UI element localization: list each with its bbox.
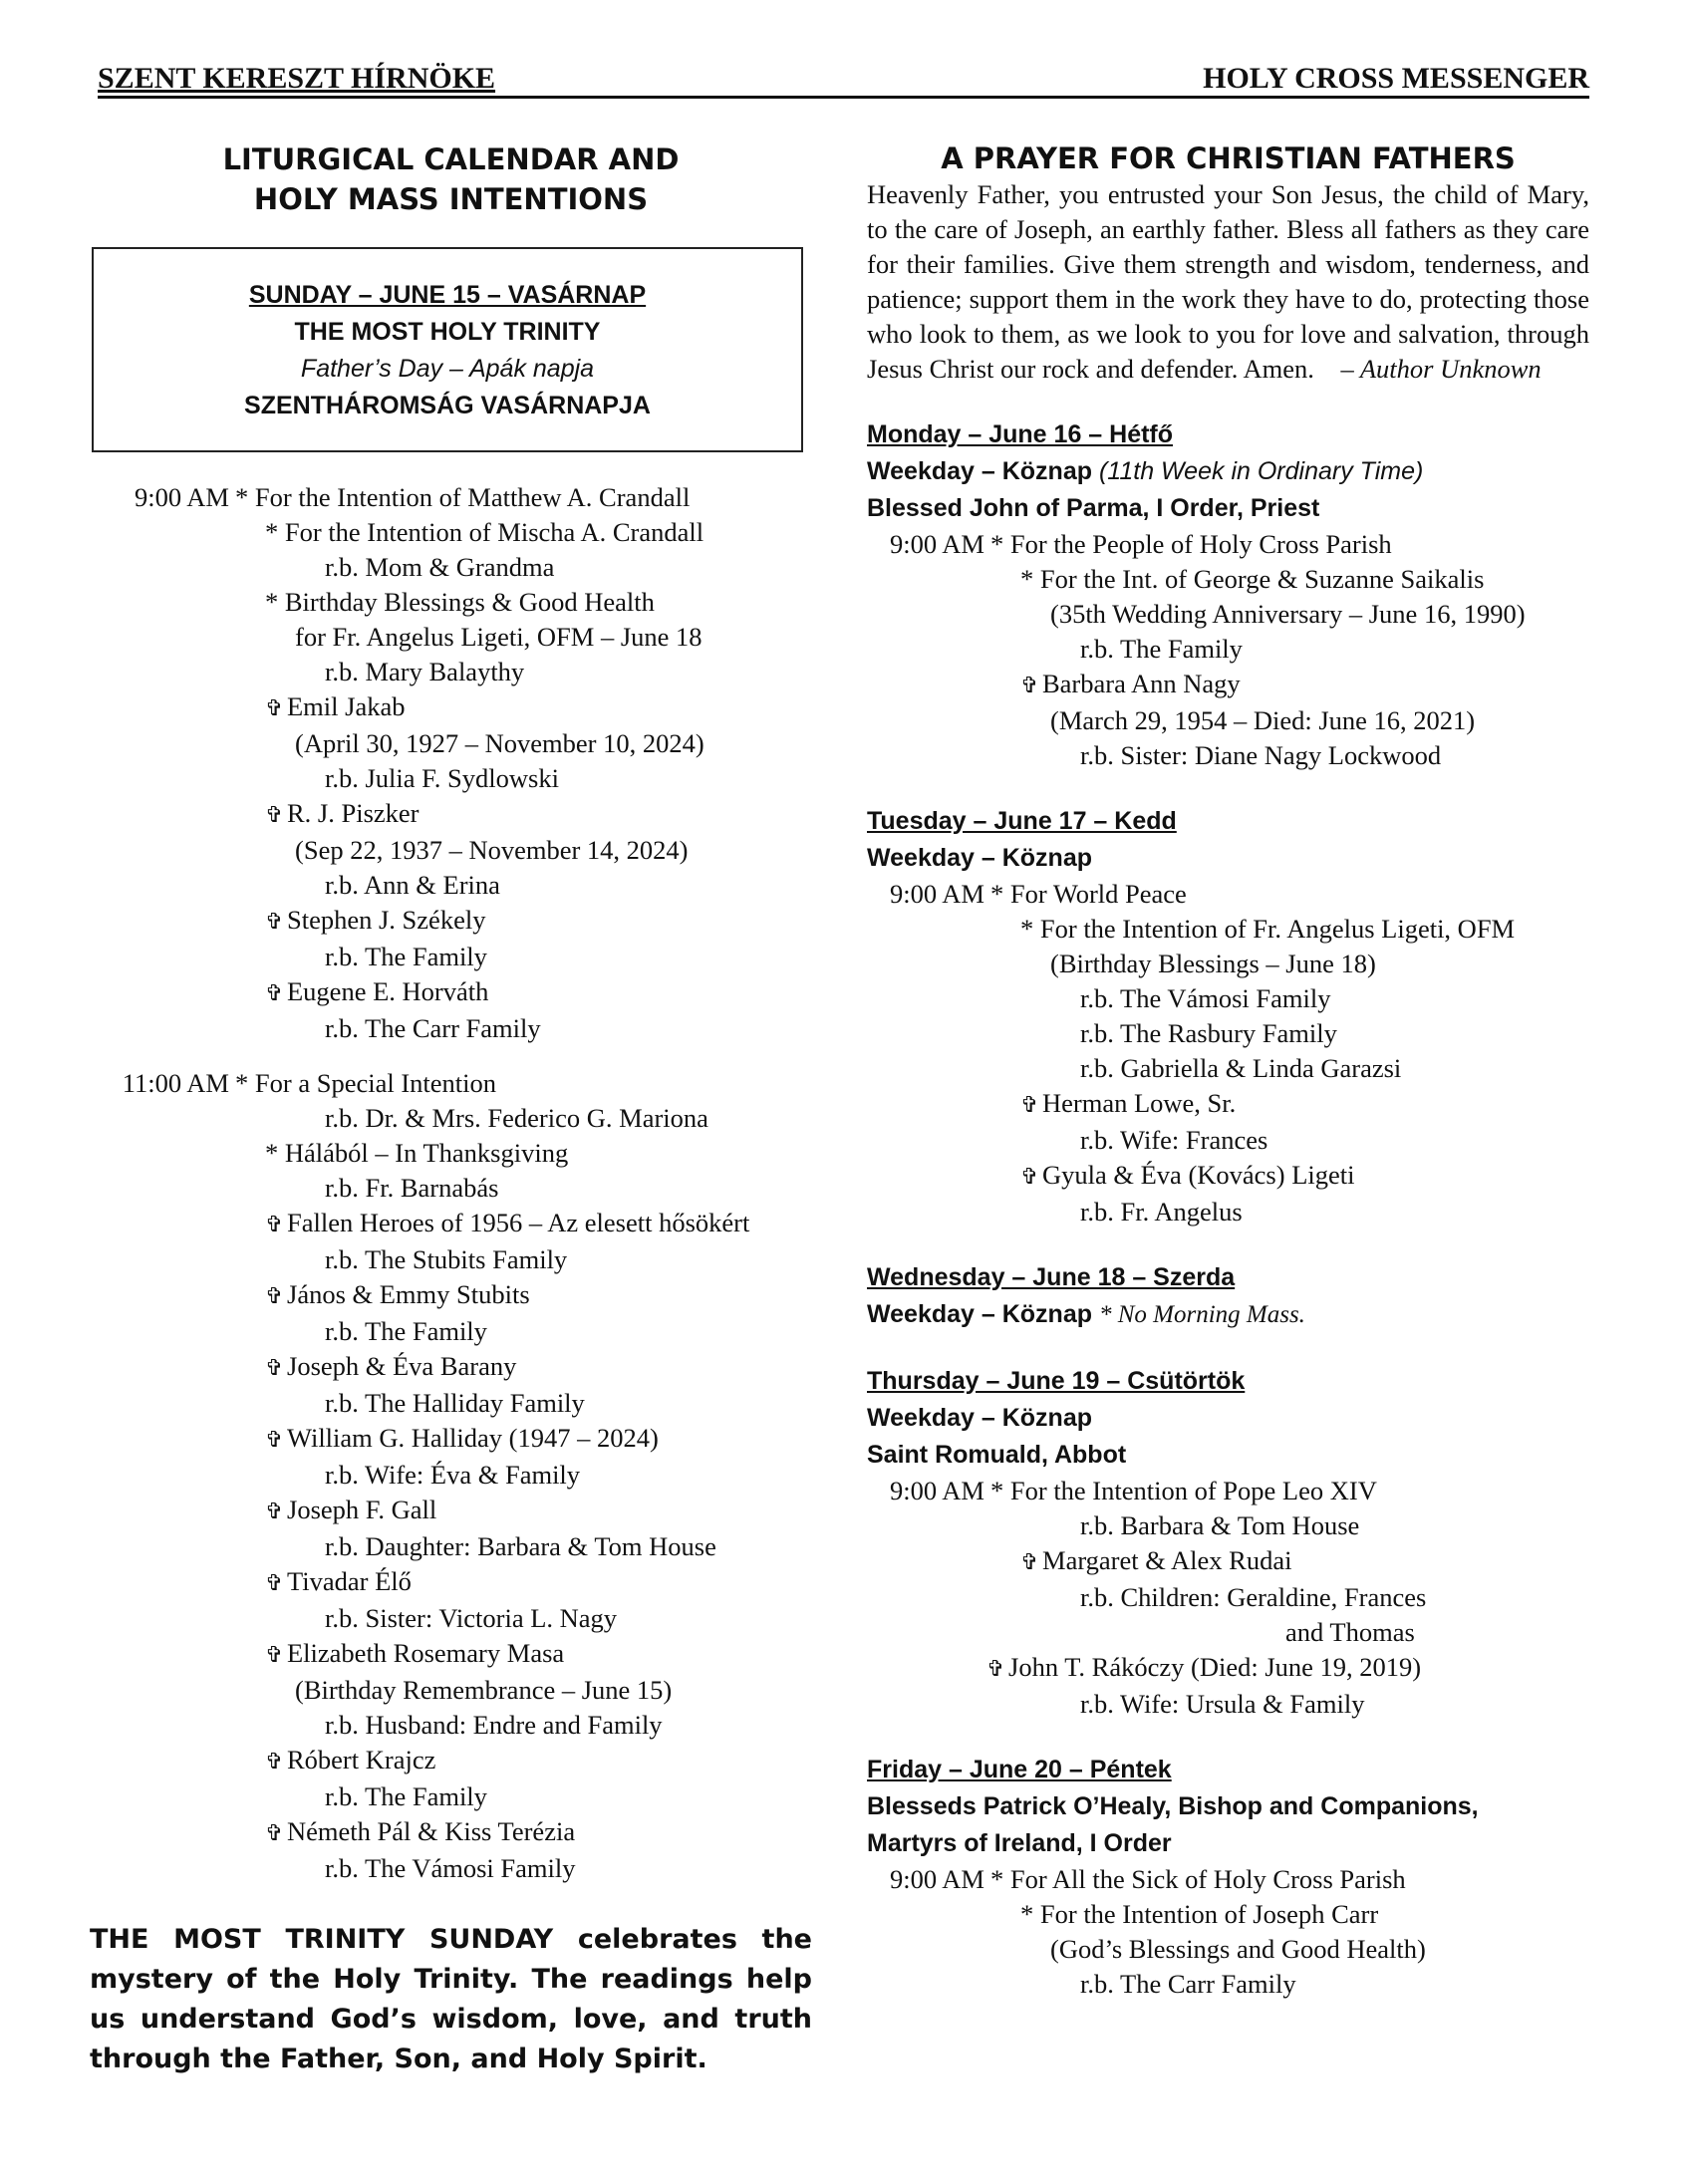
requested-by-line: r.b. Sister: Diane Nagy Lockwood	[1080, 740, 1442, 770]
memorial-line: ✞ Fallen Heroes of 1956 – Az elesett hősökért	[90, 1206, 812, 1242]
memorial-line: ✞ Eugene E. Horváth	[90, 974, 812, 1011]
memorial-line: ✞ Barbara Ann Nagy	[867, 667, 1589, 703]
cross-icon: ✞	[1020, 1165, 1039, 1190]
calendar-title-line1: LITURGICAL CALENDAR AND	[222, 142, 680, 176]
intention-line: 9:00 AM * For the Intention of Matthew A. Crandall	[90, 480, 812, 515]
trinity-sunday-note: THE MOST TRINITY SUNDAY celebrates the mystery of the Holy Trinity. The readings help us understand God’s wisdom, love, and truth through the Father, Son, and Holy Spirit.	[90, 1924, 812, 2074]
day-heading: Friday – June 20 – Péntek	[867, 1756, 1172, 1783]
feast-name: THE MOST HOLY TRINITY	[294, 318, 601, 346]
saint-of-day: Blessed John of Parma, I Order, Priest	[867, 494, 1320, 522]
intention-line: * For the Intention of Joseph Carr	[1020, 1899, 1379, 1929]
requested-by-line: r.b. The Family	[325, 1316, 487, 1346]
requested-by-line: r.b. Ann & Erina	[325, 870, 500, 900]
day-subtitle: Weekday – Köznap	[867, 844, 1093, 872]
day-heading: Wednesday – June 18 – Szerda	[867, 1263, 1236, 1291]
memorial-line: ✞ Stephen J. Székely	[90, 903, 812, 940]
memorial-line: ✞ William G. Halliday (1947 – 2024)	[90, 1421, 812, 1458]
requested-by-line: r.b. Julia F. Sydlowski	[325, 763, 559, 793]
requested-by-line: r.b. The Vámosi Family	[325, 1853, 576, 1883]
memorial-line: ✞ Herman Lowe, Sr.	[867, 1086, 1589, 1123]
mass-time: 9:00 AM	[890, 1476, 984, 1505]
intention-line: 11:00 AM * For a Special Intention	[90, 1066, 812, 1101]
intention-line: for Fr. Angelus Ligeti, OFM – June 18	[295, 622, 703, 652]
day-subtitle: Weekday – Köznap	[867, 1404, 1093, 1432]
intention-line: 9:00 AM * For the People of Holy Cross Parish	[867, 527, 1589, 562]
monday-section	[867, 416, 1589, 773]
cross-icon: ✞	[265, 1356, 284, 1381]
cross-icon: ✞	[1020, 1550, 1039, 1575]
cross-icon: ✞	[265, 981, 284, 1006]
memorial-line: ✞ Tivadar Élő	[90, 1564, 812, 1601]
requested-by-line: r.b. Wife: Ursula & Family	[1080, 1689, 1365, 1719]
cross-icon: ✞	[265, 1213, 284, 1237]
mass-time: 9:00 AM	[890, 529, 984, 559]
intention-line: * For the Int. of George & Suzanne Saikalis	[1020, 564, 1485, 594]
memorial-line: ✞ Joseph & Éva Barany	[90, 1349, 812, 1386]
prayer-text: Heavenly Father, you entrusted your Son Jesus, the child of Mary, to the care of Joseph, an earthly father. Bless all fathers as they care for their families. Give them strength and wisdom, tenderness, and patience; support them in the work they have to do, protecting those who look to them, as we look to you for love and salvation, through Jesus Christ our rock and defender. Amen. – Author Unknown	[867, 179, 1589, 384]
requested-by-line: r.b. Daughter: Barbara & Tom House	[325, 1531, 716, 1561]
requested-by-line: r.b. Gabriella & Linda Garazsi	[1080, 1053, 1402, 1083]
memorial-line: ✞ John T. Rákóczy (Died: June 19, 2019)	[867, 1650, 1589, 1687]
mass-time: 9:00 AM	[890, 879, 984, 909]
day-subtitle: Weekday – Köznap * No Morning Mass.	[867, 1300, 1305, 1328]
requested-by-line: r.b. Children: Geraldine, Frances	[1080, 1582, 1427, 1612]
intention-line: * Birthday Blessings & Good Health	[265, 587, 655, 617]
saint-of-day: Saint Romuald, Abbot	[867, 1441, 1127, 1469]
memorial-line: ✞ Emil Jakab	[90, 689, 812, 726]
requested-by-line: r.b. The Carr Family	[1080, 1969, 1296, 1999]
intention-line: * For the Intention of Mischa A. Crandall	[265, 517, 704, 547]
cross-icon: ✞	[1020, 674, 1039, 698]
cross-icon: ✞	[265, 1500, 284, 1524]
cross-icon: ✞	[265, 803, 284, 828]
wednesday-section	[867, 1259, 1589, 1333]
feast-hungarian-name: SZENTHÁROMSÁG VASÁRNAPJA	[244, 392, 651, 419]
requested-by-line: r.b. Fr. Angelus	[1080, 1197, 1243, 1227]
requested-by-line: r.b. The Rasbury Family	[1080, 1018, 1337, 1048]
header-divider	[98, 96, 1589, 99]
day-heading: Monday – June 16 – Hétfő	[867, 420, 1174, 448]
calendar-title-line2: HOLY MASS INTENTIONS	[253, 182, 649, 216]
dates-line: (Birthday Blessings – June 18)	[1050, 949, 1376, 978]
intention-line: * Hálából – In Thanksgiving	[265, 1138, 569, 1168]
requested-by-line: r.b. The Carr Family	[325, 1013, 541, 1043]
mass-time: 11:00 AM	[122, 1068, 229, 1098]
cross-icon: ✞	[265, 1571, 284, 1596]
prayer-author: – Author Unknown	[1340, 354, 1542, 384]
requested-by-line: r.b. The Family	[325, 1781, 487, 1811]
tuesday-section	[867, 803, 1589, 1229]
requested-by-line: r.b. The Halliday Family	[325, 1388, 585, 1418]
day-heading: Thursday – June 19 – Csütörtök	[867, 1367, 1246, 1395]
memorial-line: ✞ Margaret & Alex Rudai	[867, 1543, 1589, 1580]
day-heading: Tuesday – June 17 – Kedd	[867, 807, 1177, 835]
intention-line: * For the Intention of Fr. Angelus Ligeti, OFM	[1020, 914, 1516, 944]
requested-by-line: r.b. The Vámosi Family	[1080, 983, 1331, 1013]
requested-by-line: r.b. The Family	[1080, 634, 1243, 664]
requested-by-line: r.b. Husband: Endre and Family	[325, 1710, 663, 1740]
memorial-line: ✞ Gyula & Éva (Kovács) Ligeti	[867, 1158, 1589, 1195]
left-column	[90, 139, 812, 2079]
requested-by-line: r.b. Wife: Éva & Family	[325, 1460, 581, 1490]
day-subtitle: Weekday – Köznap (11th Week in Ordinary Time)	[867, 457, 1424, 485]
requested-by-line: r.b. Wife: Frances	[1080, 1125, 1268, 1155]
header-hungarian-title: SZENT KERESZT HÍRNÖKE	[98, 62, 496, 95]
cross-icon: ✞	[265, 1428, 284, 1453]
requested-by-line: r.b. Fr. Barnabás	[325, 1173, 499, 1203]
feast-fathers-day: Father’s Day – Apák napja	[300, 355, 595, 383]
requested-by-line: r.b. The Family	[325, 942, 487, 971]
memorial-line: ✞ R. J. Piszker	[90, 796, 812, 833]
prayer-title: A PRAYER FOR CHRISTIAN FATHERS	[941, 141, 1516, 175]
requested-by-line: r.b. Mom & Grandma	[325, 552, 555, 582]
mass-time: 9:00 AM	[890, 1864, 984, 1894]
cross-icon: ✞	[265, 1750, 284, 1774]
saint-of-day: Blesseds Patrick O’Healy, Bishop and Companions,	[867, 1792, 1479, 1820]
right-column	[867, 139, 1589, 2002]
requested-by-line: r.b. Sister: Victoria L. Nagy	[325, 1603, 618, 1633]
memorial-line: ✞ János & Emmy Stubits	[90, 1277, 812, 1314]
intention-line: 9:00 AM * For All the Sick of Holy Cross Parish	[867, 1862, 1589, 1897]
memorial-line: ✞ Joseph F. Gall	[90, 1493, 812, 1529]
requested-by-continuation: and Thomas	[1285, 1617, 1415, 1647]
cross-icon: ✞	[1020, 1093, 1039, 1118]
dates-line: (March 29, 1954 – Died: June 16, 2021)	[1050, 705, 1476, 735]
header-english-title: HOLY CROSS MESSENGER	[1203, 62, 1589, 95]
intention-line: 9:00 AM * For World Peace	[867, 877, 1589, 912]
cross-icon: ✞	[265, 910, 284, 935]
requested-by-line: r.b. Barbara & Tom House	[1080, 1510, 1360, 1540]
feast-date: SUNDAY – JUNE 15 – VASÁRNAP	[248, 281, 647, 309]
cross-icon: ✞	[265, 1284, 284, 1309]
friday-section	[867, 1752, 1589, 2002]
memorial-line: ✞ Elizabeth Rosemary Masa	[90, 1636, 812, 1673]
dates-line: (April 30, 1927 – November 10, 2024)	[295, 728, 704, 758]
dates-line: (Sep 22, 1937 – November 14, 2024)	[295, 835, 689, 865]
requested-by-line: r.b. Dr. & Mrs. Federico G. Mariona	[325, 1103, 708, 1133]
sunday-feast-box	[92, 247, 803, 452]
mass-9am	[90, 480, 812, 1046]
mass-time: 9:00 AM	[135, 482, 229, 512]
cross-icon: ✞	[265, 1821, 284, 1846]
dates-line: (Birthday Remembrance – June 15)	[295, 1675, 673, 1705]
thursday-section	[867, 1363, 1589, 1722]
saint-of-day-cont: Martyrs of Ireland, I Order	[867, 1829, 1172, 1857]
cross-icon: ✞	[986, 1657, 1005, 1682]
mass-11am	[90, 1066, 812, 1886]
memorial-line: ✞ Németh Pál & Kiss Terézia	[90, 1814, 812, 1851]
intention-line: 9:00 AM * For the Intention of Pope Leo XIV	[867, 1474, 1589, 1508]
cross-icon: ✞	[265, 1643, 284, 1668]
requested-by-line: r.b. The Stubits Family	[325, 1244, 568, 1274]
dates-line: (35th Wedding Anniversary – June 16, 1990)	[1050, 599, 1526, 629]
memorial-line: ✞ Róbert Krajcz	[90, 1743, 812, 1779]
cross-icon: ✞	[265, 696, 284, 721]
dates-line: (God’s Blessings and Good Health)	[1050, 1934, 1426, 1964]
requested-by-line: r.b. Mary Balaythy	[325, 657, 525, 686]
